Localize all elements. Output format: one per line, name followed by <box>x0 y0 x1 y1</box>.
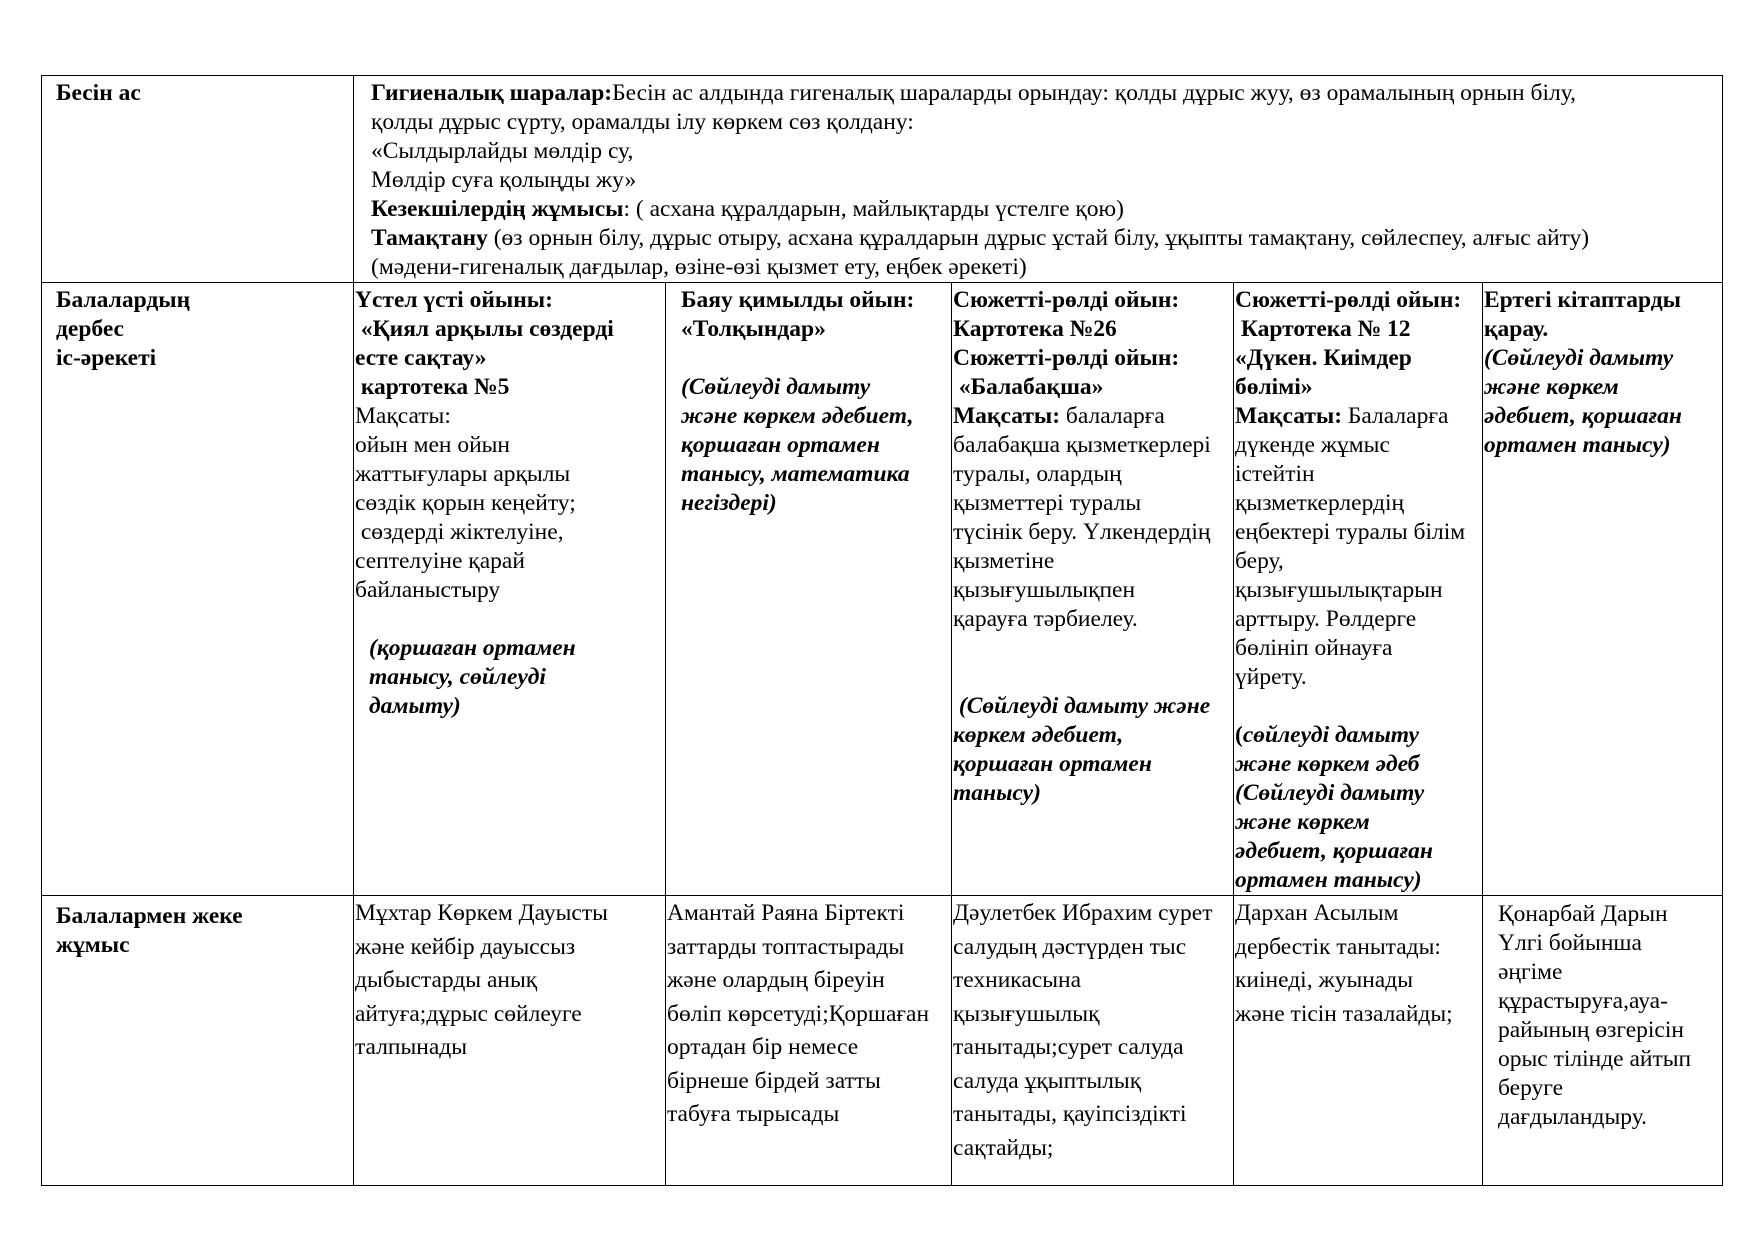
activity-note-line: және көркем әдебиет, <box>681 403 914 429</box>
activity-title-line: картотека №5 <box>355 374 510 400</box>
individual-line: сақтайды; <box>953 1134 1054 1161</box>
individual-line: қызығушылық <box>953 1000 1100 1027</box>
individual-line: дағдыландыру. <box>1498 1104 1647 1130</box>
individual-line: Мұхтар Көркем Дауысты <box>355 900 608 926</box>
hygiene-title: Гигиеналық шаралар: <box>371 80 613 106</box>
row-label-line: іс-әрекеті <box>56 345 157 371</box>
activity-title-line: Сюжетті-рөлді ойын: <box>953 287 1180 313</box>
activity-title-line: «Балабақша» <box>953 374 1104 400</box>
individual-line: ортадан бір немесе <box>667 1034 859 1060</box>
individual-line: орыс тілінде айтып <box>1498 1046 1692 1072</box>
activity-mon <box>354 283 666 896</box>
individual-line: Дархан Асылым <box>1235 900 1399 926</box>
individual-thu <box>1234 896 1483 1186</box>
activity-note-line: қоршаған ортамен <box>953 751 1152 777</box>
activity-body-line: үйрету. <box>1235 664 1307 690</box>
activity-body-line: сөздерді жіктелуіне, <box>355 519 564 545</box>
activity-note-line: және көркем <box>1484 374 1619 400</box>
activity-title-line: Ертегі кітаптарды <box>1484 287 1681 313</box>
activity-body-line: Мақсаты: <box>355 403 451 429</box>
hygiene-line <box>371 79 1716 108</box>
eating-text: (өз орнын білу, дұрыс отыру, асхана құралдарын дұрыс ұстай білу, ұқыпты тамақтану, сөйлеспеу, алғыс айту) <box>487 225 1590 251</box>
row-label-line: Балалармен жеке <box>56 903 243 929</box>
individual-line: Амантай Раяна Біртекті <box>667 900 905 926</box>
activity-body-line: түсінік беру. Үлкендердің <box>953 519 1211 545</box>
note-paren: ( <box>1235 722 1243 748</box>
activity-row-label <box>42 283 354 896</box>
activity-note-line: танысу) <box>953 780 1041 806</box>
activity-goal-line <box>953 402 1232 431</box>
goal-label: Мақсаты: <box>1235 403 1343 429</box>
activity-body-line: байланыстыру <box>355 577 501 603</box>
activity-row <box>42 283 1723 896</box>
activity-note-line: көркем әдебиет, <box>953 722 1124 748</box>
activity-title-line: бөлімі» <box>1235 374 1313 400</box>
lunch-row-label <box>42 76 354 283</box>
individual-row-label <box>42 896 354 1186</box>
activity-body-line: арттыру. Рөлдерге <box>1235 606 1417 632</box>
activity-title-line: «Толқындар» <box>681 316 826 342</box>
activity-wed <box>952 283 1234 896</box>
activity-body-line: қызметкерлердің <box>1235 490 1405 516</box>
activity-tue <box>666 283 952 896</box>
individual-line: беруге <box>1498 1075 1564 1101</box>
row-label-line: жұмыс <box>56 932 130 958</box>
spacer <box>355 605 664 634</box>
activity-note-line: танысу, математика <box>681 461 910 487</box>
individual-line: танытады;сурет салуда <box>953 1034 1184 1060</box>
individual-line: және олардың біреуін <box>667 967 885 993</box>
individual-wed <box>952 896 1234 1186</box>
individual-line: табуға тырысады <box>667 1101 840 1127</box>
spacer <box>1235 692 1481 721</box>
activity-title-line: «Дүкен. Киімдер <box>1235 345 1412 371</box>
activity-note-line <box>1235 721 1481 750</box>
activity-note-line: (Сөйлеуді дамыту және <box>953 693 1211 719</box>
spacer <box>681 344 950 373</box>
individual-line: дыбыстарды анық <box>355 967 538 993</box>
goal-text: балаларға <box>1060 403 1165 429</box>
activity-goal-line <box>1235 402 1481 431</box>
activity-thu <box>1234 283 1483 896</box>
individual-line: дербестік танытады: <box>1235 933 1441 960</box>
daily-plan-table <box>41 75 1723 1186</box>
activity-body-line: еңбектері туралы білім <box>1235 519 1466 545</box>
individual-line: әңгіме <box>1498 959 1563 985</box>
individual-mon <box>354 896 666 1186</box>
poem-line-1: «Сылдырлайды мөлдір су, <box>371 138 634 164</box>
activity-body-line: беру, <box>1235 548 1284 574</box>
activity-note-line: ортамен танысу) <box>1235 867 1422 893</box>
hygiene-text-2: қолды дұрыс сүрту, орамалды ілу көркем сөз қолдану: <box>371 109 914 135</box>
individual-line: талпынады <box>355 1034 468 1060</box>
activity-title-line: Картотека № 12 <box>1235 316 1411 342</box>
individual-line: салуда ұқыптылық <box>953 1067 1142 1094</box>
individual-line: Дәулетбек Ибрахим сурет <box>953 900 1213 926</box>
spacer <box>953 634 1232 663</box>
individual-line: бірнеше бірдей затты <box>667 1067 881 1094</box>
poem-line-2: Мөлдір суға қолыңды жу» <box>371 167 637 193</box>
activity-title-line: Сюжетті-рөлді ойын: <box>1235 287 1462 313</box>
individual-line: киінеді, жуынады <box>1235 967 1413 993</box>
hygiene-text: Бесін ас алдында гигеналық шараларды орындау: қолды дұрыс жуу, өз орамалының орнын білу, <box>612 80 1576 106</box>
eating-title: Тамақтану <box>371 225 488 251</box>
activity-note-line: және көркем <box>1235 809 1370 835</box>
activity-title-line: Сюжетті-рөлді ойын: <box>953 345 1180 371</box>
activity-body-line: қарауға тәрбиелеу. <box>953 606 1138 632</box>
individual-line: айтуға;дұрыс сөйлеуге <box>355 1000 582 1027</box>
individual-work-row <box>42 896 1723 1186</box>
activity-body-line: істейтін <box>1235 461 1315 487</box>
activity-note-line: қоршаған ортамен <box>681 432 880 458</box>
activity-body-line: ойын мен ойын <box>355 432 511 458</box>
individual-tue <box>666 896 952 1186</box>
individual-line: және тісін тазалайды; <box>1235 1000 1453 1027</box>
activity-title-line: Үстел үсті ойыны: <box>355 287 553 313</box>
activity-body-line: сөздік қорын кеңейту; <box>355 490 576 516</box>
activity-title-line: Баяу қимылды ойын: <box>681 287 915 313</box>
row-label-line: Балалардың <box>56 287 191 313</box>
lunch-row <box>42 76 1723 283</box>
individual-line: заттарды топтастырады <box>667 933 905 960</box>
spacer <box>953 663 1232 692</box>
individual-line: танытады, қауіпсіздікті <box>953 1101 1187 1127</box>
activity-note-line: (қоршаған ортамен <box>369 635 576 661</box>
individual-fri <box>1483 896 1723 1186</box>
duty-title: Кезекшілердің жұмысы <box>371 196 624 222</box>
activity-title-line: есте сақтау» <box>355 345 487 371</box>
activity-note-line: дамыту) <box>369 693 461 719</box>
activity-note-line: (Сөйлеуді дамыту <box>1235 780 1425 806</box>
activity-title-line: «Қиял арқылы сөздерді <box>355 316 614 342</box>
individual-line: Үлгі бойынша <box>1498 930 1642 956</box>
activity-note-line: негіздері) <box>681 490 777 516</box>
activity-body-line: септелуіне қарай <box>355 548 525 574</box>
row-label-text: Бесін ас <box>56 80 141 106</box>
activity-body-line: қызметіне <box>953 548 1055 574</box>
activity-note-line: әдебиет, қоршаған <box>1484 403 1682 429</box>
activity-note-line: (Сөйлеуді дамыту <box>681 374 871 400</box>
eating-text-2: (мәдени-гигеналық дағдылар, өзіне-өзі қызмет ету, еңбек әрекеті) <box>371 254 1027 280</box>
individual-line: техникасына <box>953 967 1082 993</box>
lunch-description <box>354 76 1723 283</box>
activity-body-line: дүкенде жұмыс <box>1235 432 1390 458</box>
activity-body-line: балабақша қызметкерлері <box>953 432 1211 458</box>
individual-line: райының өзгерісін <box>1498 1017 1684 1043</box>
activity-body-line: туралы, олардың <box>953 461 1122 487</box>
activity-fri <box>1483 283 1723 896</box>
activity-note-line: әдебиет, қоршаған <box>1235 838 1433 864</box>
row-label-line: дербес <box>56 316 124 342</box>
activity-body-line: қызығушылықпен <box>953 577 1136 603</box>
activity-note-line: (Сөйлеуді дамыту <box>1484 345 1674 371</box>
activity-note-line: және көркем әдеб <box>1235 751 1420 777</box>
activity-title-line: қарау. <box>1484 316 1549 342</box>
individual-line: Қонарбай Дарын <box>1498 901 1668 927</box>
duty-text: : ( асхана құралдарын, майлықтарды үстелге қою) <box>623 196 1124 222</box>
individual-line: бөліп көрсетуді;Қоршаған <box>667 1000 930 1027</box>
goal-label: Мақсаты: <box>953 403 1061 429</box>
goal-text: Балаларға <box>1342 403 1449 429</box>
individual-line: салудың дәстүрден тыс <box>953 933 1187 960</box>
activity-title-line: Картотека №26 <box>953 316 1117 342</box>
individual-line: және кейбір дауыссыз <box>355 933 576 960</box>
activity-body-line: бөлініп ойнауға <box>1235 635 1393 661</box>
activity-body-line: жаттығулары арқылы <box>355 461 571 487</box>
individual-line: құрастыруға,ауа- <box>1498 988 1668 1014</box>
note-text: сөйлеуді дамыту <box>1242 722 1419 748</box>
activity-note-line: ортамен танысу) <box>1484 432 1671 458</box>
activity-body-line: қызметтері туралы <box>953 490 1142 516</box>
activity-body-line: қызығушылықтарын <box>1235 577 1443 603</box>
duty-line <box>371 195 1716 224</box>
activity-note-line: танысу, сөйлеуді <box>369 664 546 690</box>
eating-line <box>371 224 1716 253</box>
